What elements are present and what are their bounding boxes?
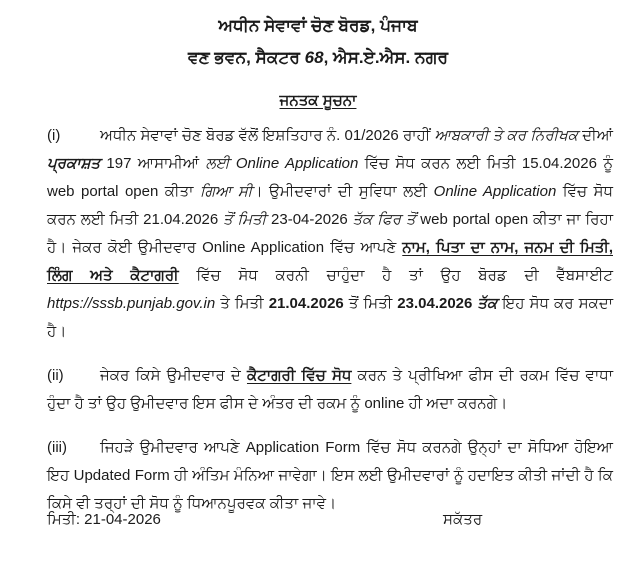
document-header: [0, 0, 636, 74]
signatory: ਸਕੱਤਰ: [443, 511, 483, 528]
paragraph-i: [47, 122, 613, 346]
notice-footer: [47, 508, 613, 532]
paragraph-iii-text: ਜਿਹੜੇ ਉਮੀਦਵਾਰ ਆਪਣੇ Application Form ਵਿੱਚ ਸੋਧ ਕਰਨਗੇ ਉਨ੍ਹਾਂ ਦਾ ਸੋਧਿਆ ਹੋਇਆ ਇਹ Updated Form ਹੀ ਅੰਤਿਮ ਮੰਨਿਆ ਜਾਵੇਗਾ। ਇਸ ਲਈ ਉਮੀਦਵਾਰਾਂ ਨੂੰ ਹਦਾਇਤ ਕੀਤੀ ਜਾਂਦੀ ਹੈ ਕਿ ਕਿਸੇ ਵੀ ਤਰ੍ਹਾਂ ਦੀ ਸੋਧ ਨੂੰ ਧਿਆਨਪੂਰਵਕ ਕੀਤਾ ਜਾਵੇ।: [47, 439, 613, 512]
notice-title: ਜਨਤਕ ਸੂਚਨਾ: [279, 92, 357, 109]
org-name: ਅਧੀਨ ਸੇਵਾਵਾਂ ਚੋਣ ਬੋਰਡ, ਪੰਜਾਬ: [218, 16, 418, 35]
paragraph-i-number: (i): [47, 127, 61, 144]
notice-body: [0, 122, 636, 518]
paragraph-ii-number: (ii): [47, 367, 64, 384]
paragraph-iii-number: (iii): [47, 439, 67, 456]
paragraph-i-text: ਅਧੀਨ ਸੇਵਾਵਾਂ ਚੋਣ ਬੋਰਡ ਵੱਲੋਂ ਇਸ਼ਤਿਹਾਰ ਨੰ. 01/2026 ਰਾਹੀਂ ਆਬਕਾਰੀ ਤੇ ਕਰ ਨਿਰੀਖਕ ਦੀਆਂ ਪ੍ਰਕਾਸ਼ਤ 197 ਆਸਾਮੀਆਂ ਲਈ Online Application ਵਿੱਚ ਸੋਧ ਕਰਨ ਲਈ ਮਿਤੀ 15.04.2026 ਨੂੰ web portal open ਕੀਤਾ ਗਿਆ ਸੀ। ਉਮੀਦਵਾਰਾਂ ਦੀ ਸੁਵਿਧਾ ਲਈ Online Application ਵਿੱਚ ਸੋਧ ਕਰਨ ਲਈ ਮਿਤੀ 21.04.2026 ਤੋਂ ਮਿਤੀ 23-04-2026 ਤੱਕ ਫਿਰ ਤੋਂ web portal open ਕੀਤਾ ਜਾ ਰਿਹਾ ਹੈ। ਜੇਕਰ ਕੋਈ ਉਮੀਦਵਾਰ Online Application ਵਿੱਚ ਆਪਣੇ ਨਾਮ, ਪਿਤਾ ਦਾ ਨਾਮ, ਜਨਮ ਦੀ ਮਿਤੀ, ਲਿੰਗ ਅਤੇ ਕੈਟਾਗਰੀ ਵਿੱਚ ਸੋਧ ਕਰਨੀ ਚਾਹੁੰਦਾ ਹੈ ਤਾਂ ਉਹ ਬੋਰਡ ਦੀ ਵੈੱਬਸਾਈਟ https://sssb.punjab.gov.in ਤੇ ਮਿਤੀ 21.04.2026 ਤੋਂ ਮਿਤੀ 23.04.2026 ਤੱਕ ਇਹ ਸੋਧ ਕਰ ਸਕਦਾ ਹੈ।: [47, 127, 614, 340]
paragraph-iii: [47, 434, 613, 518]
org-address: ਵਣ ਭਵਨ, ਸੈਕਟਰ 68, ਐਸ.ਏ.ਐਸ. ਨਗਰ: [187, 48, 448, 67]
paragraph-ii: [47, 362, 613, 418]
notice-date: ਮਿਤੀ: 21-04-2026: [47, 511, 161, 528]
paragraph-ii-text: ਜੇਕਰ ਕਿਸੇ ਉਮੀਦਵਾਰ ਦੇ ਕੈਟਾਗਰੀ ਵਿੱਚ ਸੋਧ ਕਰਨ ਤੇ ਪ੍ਰੀਖਿਆ ਫੀਸ ਦੀ ਰਕਮ ਵਿੱਚ ਵਾਧਾ ਹੁੰਦਾ ਹੈ ਤਾਂ ਉਹ ਉਮੀਦਵਾਰ ਇਸ ਫੀਸ ਦੇ ਅੰਤਰ ਦੀ ਰਕਮ ਨੂੰ online ਹੀ ਅਦਾ ਕਰਨਗੇ।: [47, 367, 613, 412]
